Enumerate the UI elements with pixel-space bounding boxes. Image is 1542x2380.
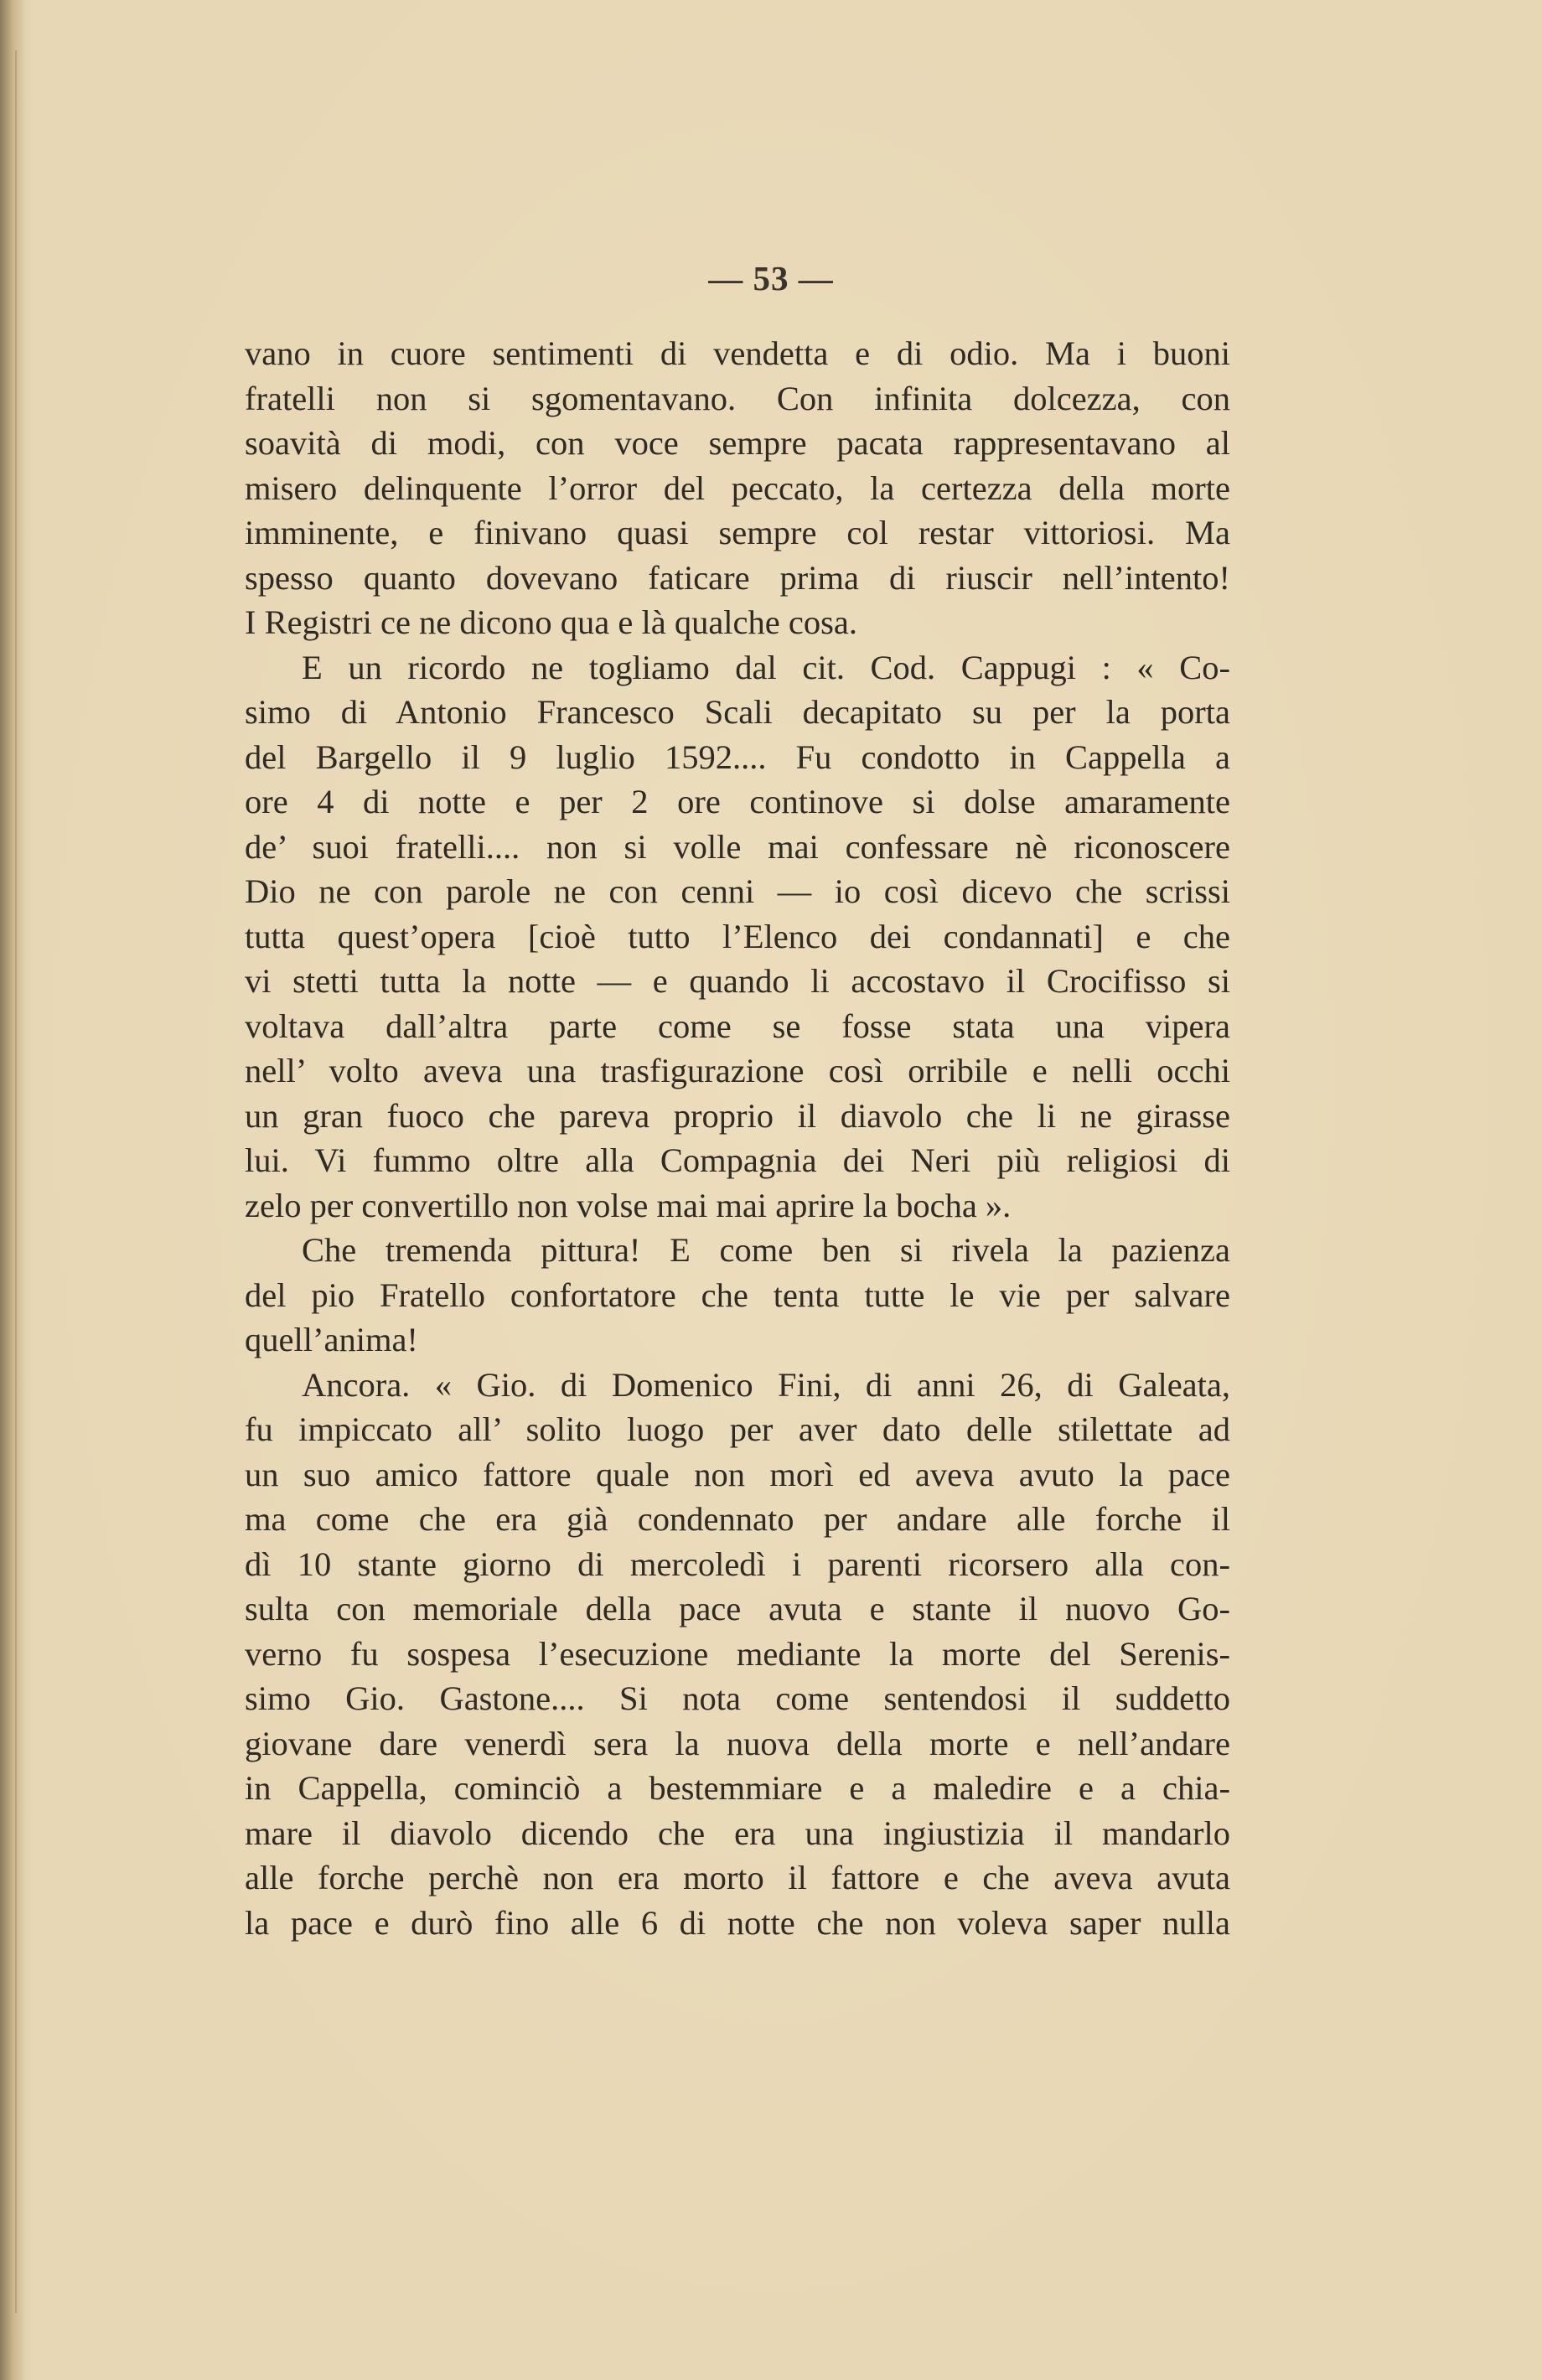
text-line: soavità di modi, con voce sempre pacata rappresentavano al (245, 424, 1230, 462)
text-line: del Bargello il 9 luglio 1592.... Fu condotto in Cappella a (245, 737, 1230, 776)
text-line: Ancora. « Gio. di Domenico Fini, di anni 26, di Galeata, (302, 1365, 1230, 1404)
text-line: Che tremenda pittura! E come ben si rivela la pazienza (302, 1231, 1230, 1269)
text-line: zelo per convertillo non volse mai mai aprire la bocha ». (245, 1186, 1012, 1224)
text-line: lui. Vi fummo oltre alla Compagnia dei Neri più religiosi di (245, 1141, 1230, 1179)
text-line: un gran fuoco che pareva proprio il diavolo che li ne girasse (245, 1096, 1230, 1135)
text-line: la pace e durò fino alle 6 di notte che non voleva saper nulla (245, 1903, 1230, 1942)
text-line: un suo amico fattore quale non morì ed aveva avuto la pace (245, 1455, 1230, 1493)
text-line: fu impiccato all’ solito luogo per aver dato delle stilettate ad (245, 1410, 1230, 1448)
text-line: imminente, e finivano quasi sempre col restar vittoriosi. Ma (245, 514, 1230, 551)
page-spine-shadow (0, 0, 25, 2380)
text-line: tutta quest’opera [cioè tutto l’Elenco dei condannati] e che (245, 917, 1230, 955)
text-line: ore 4 di notte e per 2 ore continove si dolse amaramente (245, 783, 1230, 820)
text-line: Dio ne con parole ne con cenni — io così dicevo che scrissi (245, 872, 1230, 910)
text-line: dì 10 stante giorno di mercoledì i parenti ricorsero alla con- (245, 1544, 1230, 1583)
text-line: de’ suoi fratelli.... non si volle mai confessare nè riconoscere (245, 827, 1230, 866)
text-line: giovane dare venerdì sera la nuova della morte e nell’andare (245, 1724, 1230, 1762)
text-line: simo Gio. Gastone.... Si nota come sentendosi il suddetto (245, 1679, 1230, 1717)
text-line: in Cappella, cominciò a bestemmiare e a maledire e a chia- (245, 1769, 1230, 1807)
text-line: alle forche perchè non era morto il fattore e che aveva avuta (245, 1859, 1230, 1896)
text-line: simo di Antonio Francesco Scali decapitato su per la porta (245, 693, 1230, 731)
body-text (245, 331, 1230, 1945)
text-line: spesso quanto dovevano faticare prima di riuscir nell’intento! (245, 558, 1230, 597)
text-line: E un ricordo ne togliamo dal cit. Cod. Cappugi : « Co- (302, 648, 1230, 686)
text-line: misero delinquente l’orror del peccato, la certezza della morte (245, 468, 1230, 507)
text-line: sulta con memoriale della pace avuta e stante il nuovo Go- (245, 1590, 1230, 1627)
text-line: ma come che era già condennato per andare alle forche il (245, 1500, 1230, 1538)
text-line: quell’anima! (245, 1321, 418, 1358)
text-line: voltava dall’altra parte come se fosse stata una vipera (245, 1006, 1230, 1045)
text-line: mare il diavolo dicendo che era una ingiustizia il mandarlo (245, 1813, 1230, 1852)
page-number: — 53 — (708, 259, 834, 298)
text-line: nell’ volto aveva una trasfigurazione così orribile e nelli occhi (245, 1052, 1230, 1089)
text-line: del pio Fratello confortatore che tenta tutte le vie per salvare (245, 1275, 1230, 1314)
text-line: fratelli non si sgomentavano. Con infinita dolcezza, con (245, 379, 1230, 417)
text-line: verno fu sospesa l’esecuzione mediante la morte del Serenis- (245, 1634, 1230, 1673)
text-line: I Registri ce ne dicono qua e là qualche cosa. (245, 603, 857, 641)
text-line: vano in cuore sentimenti di vendetta e di odio. Ma i buoni (245, 334, 1230, 372)
text-line: vi stetti tutta la notte — e quando li accostavo il Crocifisso si (245, 962, 1230, 1000)
page-fold-line (15, 50, 17, 2313)
